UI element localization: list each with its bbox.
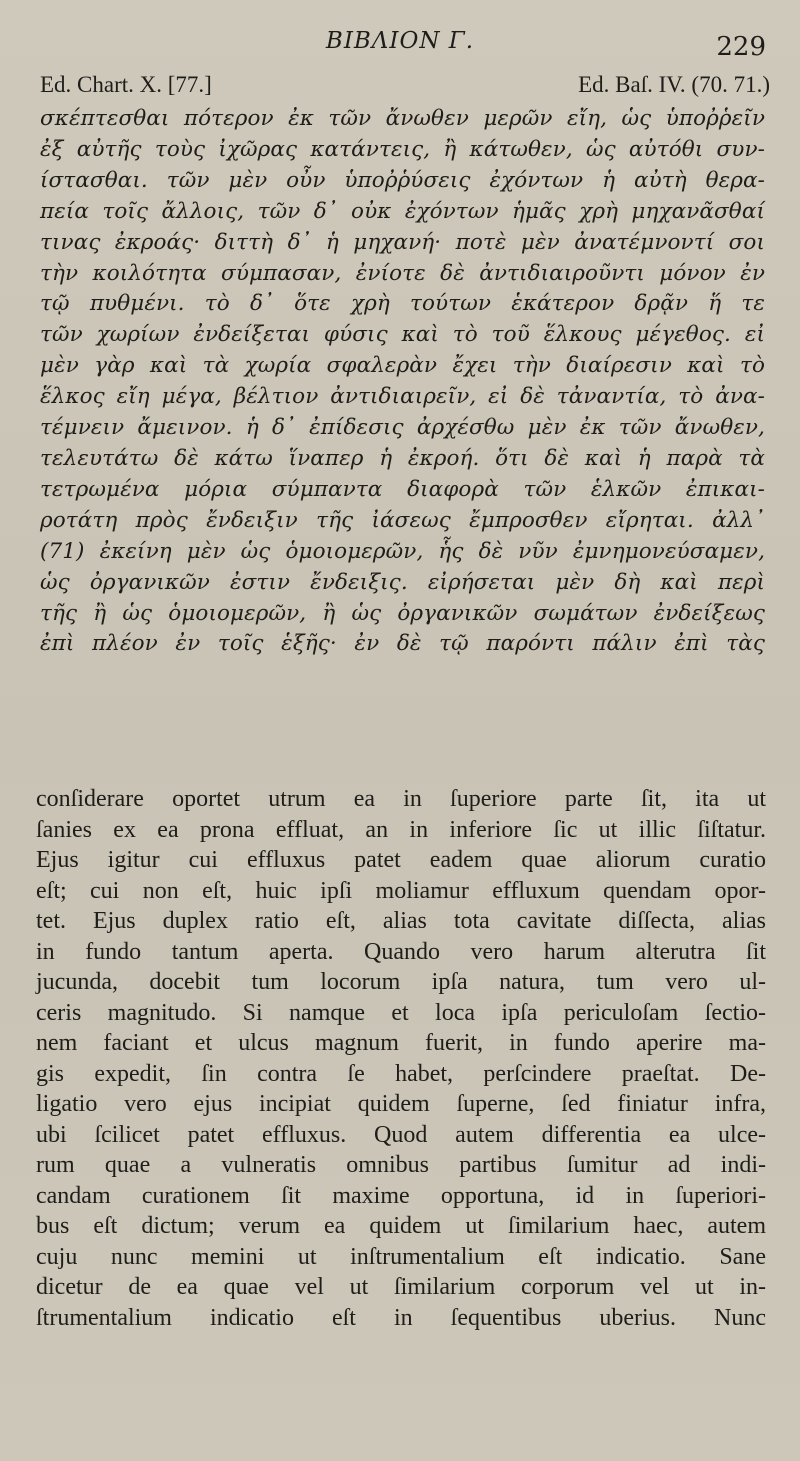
greek-line: μὲν γὰρ καὶ τὰ χωρία σφαλερὰν ἔχει τὴν διαίρεσιν καὶ τὸ [40, 353, 765, 379]
greek-line: (71) ἐκείνη μὲν ὡς ὁμοιομερῶν, ἧς δὲ νῦν ἐμνημονεύσαμεν, [40, 538, 765, 564]
greek-line: σκέπτεσθαι πότερον ἐκ τῶν ἄνωθεν μερῶν εἴη, ὡς ὑποῤῥεῖν [40, 106, 765, 131]
latin-line: gis expedit, ſin contra ſe habet, perſcindere praeſtat. De- [36, 1060, 766, 1087]
greek-line: ἐξ αὐτῆς τοὺς ἰχῶρας κατάντεις, ἢ κάτωθεν, ὡς αὐτόθι συν- [40, 136, 765, 162]
greek-line: τῆς ἢ ὡς ὁμοιομερῶν, ἢ ὡς ὀργανικῶν σωμάτων ἐνδείξεως [40, 600, 765, 626]
latin-line: in fundo tantum aperta. Quando vero harum alterutra ſit [36, 938, 766, 965]
greek-line: ἐπὶ πλέον ἐν τοῖς ἑξῆς· ἐν δὲ τῷ παρόντι πάλιν ἐπὶ τὰς [40, 631, 765, 657]
greek-line: ὡς ὀργανικῶν ἐστιν ἔνδειξις. εἰρήσεται μὲν δὴ καὶ περὶ [40, 569, 765, 595]
latin-line: nem faciant et ulcus magnum fuerit, in fundo aperire ma- [36, 1030, 766, 1056]
latin-line: eſt; cui non eſt, huic ipſi moliamur effluxum quendam opor- [36, 877, 766, 904]
latin-line: ſtrumentalium indicatio eſt in ſequentibus uberius. Nunc [36, 1304, 766, 1331]
latin-line: jucunda, docebit tum locorum ipſa natura, tum vero ul- [36, 969, 766, 995]
latin-line: ligatio vero ejus incipiat quidem ſuperne, ſed finiatur infra, [36, 1091, 766, 1117]
greek-line: τέμνειν ἄμεινον. ἡ δ᾽ ἐπίδεσις ἀρχέσθω μὲν ἐκ τῶν ἄνωθεν, [40, 415, 765, 441]
greek-line: ἕλκος εἴη μέγα, βέλτιον ἀντιδιαιρεῖν, εἰ δὲ τἀναντία, τὸ ἀνα- [40, 384, 765, 410]
greek-line: τῷ πυθμένι. τὸ δ᾽ ὅτε χρὴ τούτων ἑκάτερον δρᾷν ἥ τε [40, 291, 765, 317]
greek-text-block [40, 104, 765, 660]
latin-line: candam curationem ſit maxime opportuna, id in ſuperiori- [36, 1182, 766, 1209]
greek-line: τῶν χωρίων ἐνδείξεται φύσις καὶ τὸ τοῦ ἕλκους μέγεθος. εἰ [40, 322, 765, 348]
latin-line: ceris magnitudo. Si namque et loca ipſa periculoſam ſectio- [36, 999, 766, 1026]
greek-line: ίστασθαι. τῶν μὲν οὖν ὑποῤῥύσεις ἐχόντων ἡ αὐτὴ θερα- [40, 167, 765, 193]
greek-line: τετρωμένα μόρια σύμπαντα διαφορὰ τῶν ἑλκῶν ἐπικαι- [40, 476, 765, 502]
latin-line: rum quae a vulneratis omnibus partibus ſumitur ad indi- [36, 1152, 766, 1178]
greek-line: τινας ἐκροάς· διττὴ δ᾽ ἡ μηχανή· ποτὲ μὲν ἀνατέμνοντί σοι [40, 229, 765, 255]
greek-line: πεία τοῖς ἄλλοις, τῶν δ᾽ οὐκ ἐχόντων ἡμᾶς χρὴ μηχανᾶσθαί [40, 198, 765, 224]
running-title: BIBΛΙΟΝ Γ. [325, 28, 475, 54]
latin-line: ſanies ex ea prona effluat, an in inferiore ſic ut illic ſiſtatur. [36, 816, 766, 843]
greek-line: ροτάτη πρὸς ἔνδειξιν τῆς ἰάσεως ἔμπροσθεν εἴρηται. ἀλλ᾽ [40, 507, 765, 533]
greek-line: τελευτάτω δὲ κάτω ἵναπερ ἡ ἐκροή. ὅτι δὲ καὶ ἡ παρὰ τὰ [40, 445, 765, 471]
latin-line: bus eſt dictum; verum ea quidem ut ſimilarium haec, autem [36, 1213, 766, 1239]
page-number: 229 [716, 32, 766, 62]
latin-line: ubi ſcilicet patet effluxus. Quod autem differentia ea ulce- [36, 1121, 766, 1148]
latin-line: cuju nunc memini ut inſtrumentalium eſt indicatio. Sane [36, 1243, 766, 1270]
latin-line: dicetur de ea quae vel ut ſimilarium corporum vel ut in- [36, 1274, 766, 1300]
greek-line: τὴν κοιλότητα σύμπασαν, ἐνίοτε δὲ ἀντιδιαιροῦντι μόνον ἐν [40, 260, 765, 286]
latin-line: Ejus igitur cui effluxus patet eadem quae aliorum curatio [36, 847, 766, 873]
edition-chart-reference: Ed. Chart. X. [77.] [40, 72, 212, 97]
latin-text-block [36, 784, 766, 1333]
latin-line: conſiderare oportet utrum ea in ſuperiore parte ſit, ita ut [36, 786, 766, 812]
latin-line: tet. Ejus duplex ratio eſt, alias tota cavitate diſſecta, alias [36, 908, 766, 934]
edition-basel-reference: Ed. Baſ. IV. (70. 71.) [578, 72, 770, 97]
